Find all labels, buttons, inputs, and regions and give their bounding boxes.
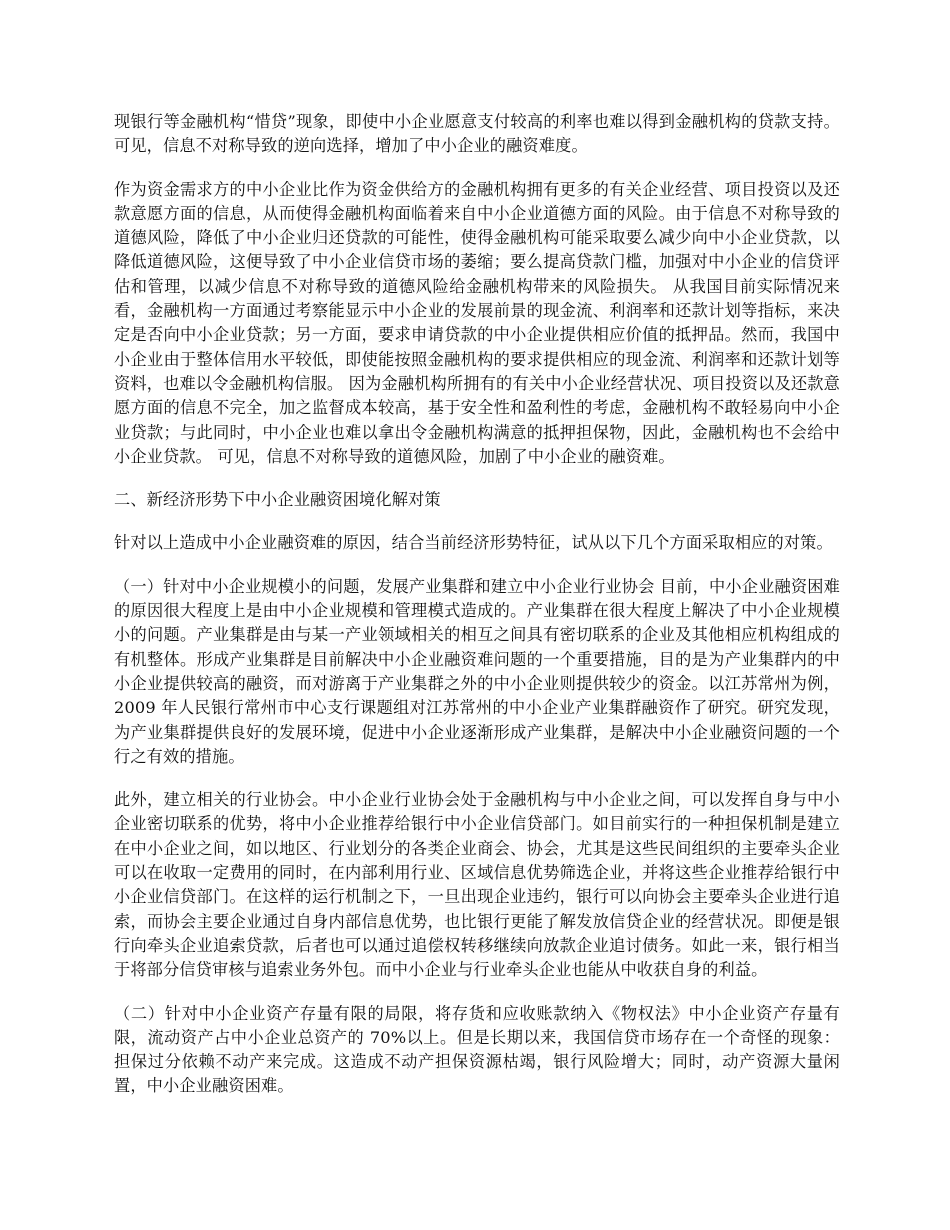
paragraph-adverse-selection: 现银行等金融机构“惜贷”现象，即使中小企业愿意支付较高的利率也难以得到金融机构的贷款支持。可见，信息不对称导致的逆向选择，增加了中小企业的融资难度。 bbox=[114, 112, 840, 156]
paragraph-moral-hazard: 作为资金需求方的中小企业比作为资金供给方的金融机构拥有更多的有关企业经营、项目投资以及还款意愿方面的信息，从而使得金融机构面临着来自中小企业道德方面的风险。由于信息不对称导致的道德风险，降低了中小企业归还贷款的可能性，使得金融机构可能采取要么减少向中小企业贷款，以降低道德风险，这便导致了中小企业信贷市场的萎缩；要么提高贷款门槛，加强对中小企业的信贷评估和管理，以减少信息不对称导致的道德风险给金融机构带来的风险损失。 从我国目前实际情况来看，金融机构一方面通过考察能显示中小企业的发展前景的现金流、利润率和还款计划等指标，来决定是否向中小企业贷款；另一方面，要求申请贷款的中小企业提供相应价值的抵押品。然而，我国中小企业由于整体信用水平较低，即使能按照金融机构的要求提供相应的现金流、利润率和还款计划等资料，也难以令金融机构信服。 因为金融机构所拥有的有关中小企业经营状况、项目投资以及还款意愿方面的信息不完全，加之监督成本较高，基于安全性和盈利性的考虑，金融机构不敢轻易向中小企业贷款；与此同时，中小企业也难以拿出令金融机构满意的抵押担保物，因此，金融机构也不会给中小企业贷款。 可见，信息不对称导致的道德风险，加剧了中小企业的融资难。 bbox=[114, 179, 840, 466]
document-body bbox=[114, 110, 840, 1118]
paragraph-industry-association: 此外，建立相关的行业协会。中小企业行业协会处于金融机构与中小企业之间，可以发挥自身与中小企业密切联系的优势，将中小企业推荐给银行中小企业信贷部门。如目前实行的一种担保机制是建立在中小企业之间，如以地区、行业划分的各类企业商会、协会，尤其是这些民间组织的主要牵头企业可以在收取一定费用的同时，在内部利用行业、区域信息优势筛选企业，并将这些企业推荐给银行中小企业信贷部门。在这样的运行机制之下，一旦出现企业违约，银行可以向协会主要牵头企业进行追索，而协会主要企业通过自身内部信息优势，也比银行更能了解发放信贷企业的经营状况。即便是银行向牵头企业追索贷款，后者也可以通过追偿权转移继续向放款企业追讨债务。如此一来，银行相当于将部分信贷审核与追索业务外包。而中小企业与行业牵头企业也能从中收获自身的利益。 bbox=[114, 790, 840, 980]
paragraph-intro-countermeasures: 针对以上造成中小企业融资难的原因，结合当前经济形势特征，试从以下几个方面采取相应的对策。 bbox=[114, 533, 833, 553]
paragraph-industrial-cluster: （一）针对中小企业规模小的问题，发展产业集群和建立中小企业行业协会 目前，中小企业融资困难的原因很大程度上是由中小企业规模和管理模式造成的。产业集群在很大程度上解决了中小企业规模小的问题。产业集群是由与某一产业领域相关的相互之间具有密切联系的企业及其他相应机构组成的有机整体。形成产业集群是目前解决中小企业融资难问题的一个重要措施，目的是为产业集群内的中小企业提供较高的融资，而对游离于产业集群之外的中小企业则提供较少的资金。以江苏常州为例，2009 年人民银行常州市中心支行课题组对江苏常州的中小企业产业集群融资作了研究。研究发现，为产业集群提供良好的发展环境，促进中小企业逐渐形成产业集群，是解决中小企业融资问题的一个行之有效的措施。 bbox=[114, 576, 840, 766]
section-heading: 二、新经济形势下中小企业融资困境化解对策 bbox=[114, 490, 441, 510]
paragraph-property-law: （二）针对中小企业资产存量有限的局限，将存货和应收账款纳入《物权法》中小企业资产存量有限，流动资产占中小企业总资产的 70%以上。但是长期以来，我国信贷市场存在一个奇怪的现象：担保过分依赖不动产来完成。这造成不动产担保资源枯竭，银行风险增大；同时，动产资源大量闲置，中小企业融资困难。 bbox=[114, 1003, 840, 1096]
